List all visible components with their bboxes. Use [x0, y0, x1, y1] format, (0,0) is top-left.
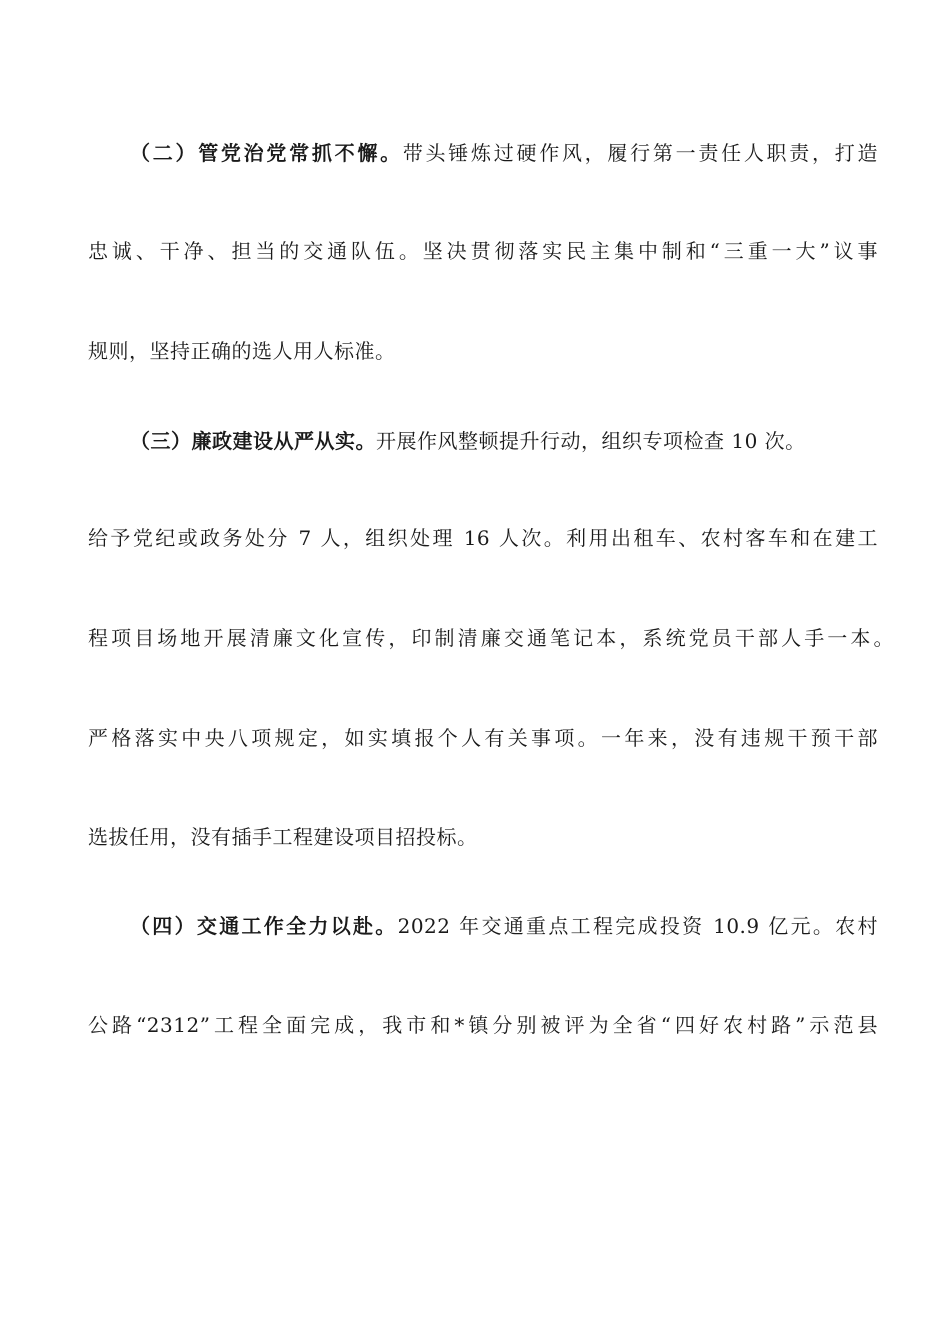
paragraph-line	[130, 912, 878, 940]
paragraph-line: 公路“2312”工程全面完成，我市和*镇分别被评为全省“四好农村路”示范县	[88, 1013, 878, 1037]
paragraph-text: 2022 年交通重点工程完成投资 10.9 亿元。农村	[397, 914, 878, 938]
paragraph-line: 程项目场地开展清廉文化宣传，印制清廉交通笔记本，系统党员干部人手一本。	[88, 626, 894, 650]
section-heading: （二）管党治党常抓不懈。	[130, 141, 403, 165]
paragraph-line	[130, 139, 878, 167]
paragraph-line: 忠诚、干净、担当的交通队伍。坚决贯彻落实民主集中制和“三重一大”议事	[88, 239, 878, 263]
paragraph-line	[130, 427, 878, 455]
section-heading: （四）交通工作全力以赴。	[130, 914, 398, 938]
paragraph-line: 给予党纪或政务处分 7 人，组织处理 16 人次。利用出租车、农村客车和在建工	[88, 526, 878, 550]
paragraph-line: 规则，坚持正确的选人用人标准。	[88, 339, 396, 363]
section-heading: （三）廉政建设从严从实。	[130, 429, 376, 453]
paragraph-text: 带头锤炼过硬作风，履行第一责任人职责，打造	[402, 141, 878, 165]
paragraph-line: 严格落实中央八项规定，如实填报个人有关事项。一年来，没有违规干预干部	[88, 726, 878, 750]
paragraph-line: 选拔任用，没有插手工程建设项目招投标。	[88, 825, 478, 849]
paragraph-text: 开展作风整顿提升行动，组织专项检查 10 次。	[376, 429, 806, 453]
